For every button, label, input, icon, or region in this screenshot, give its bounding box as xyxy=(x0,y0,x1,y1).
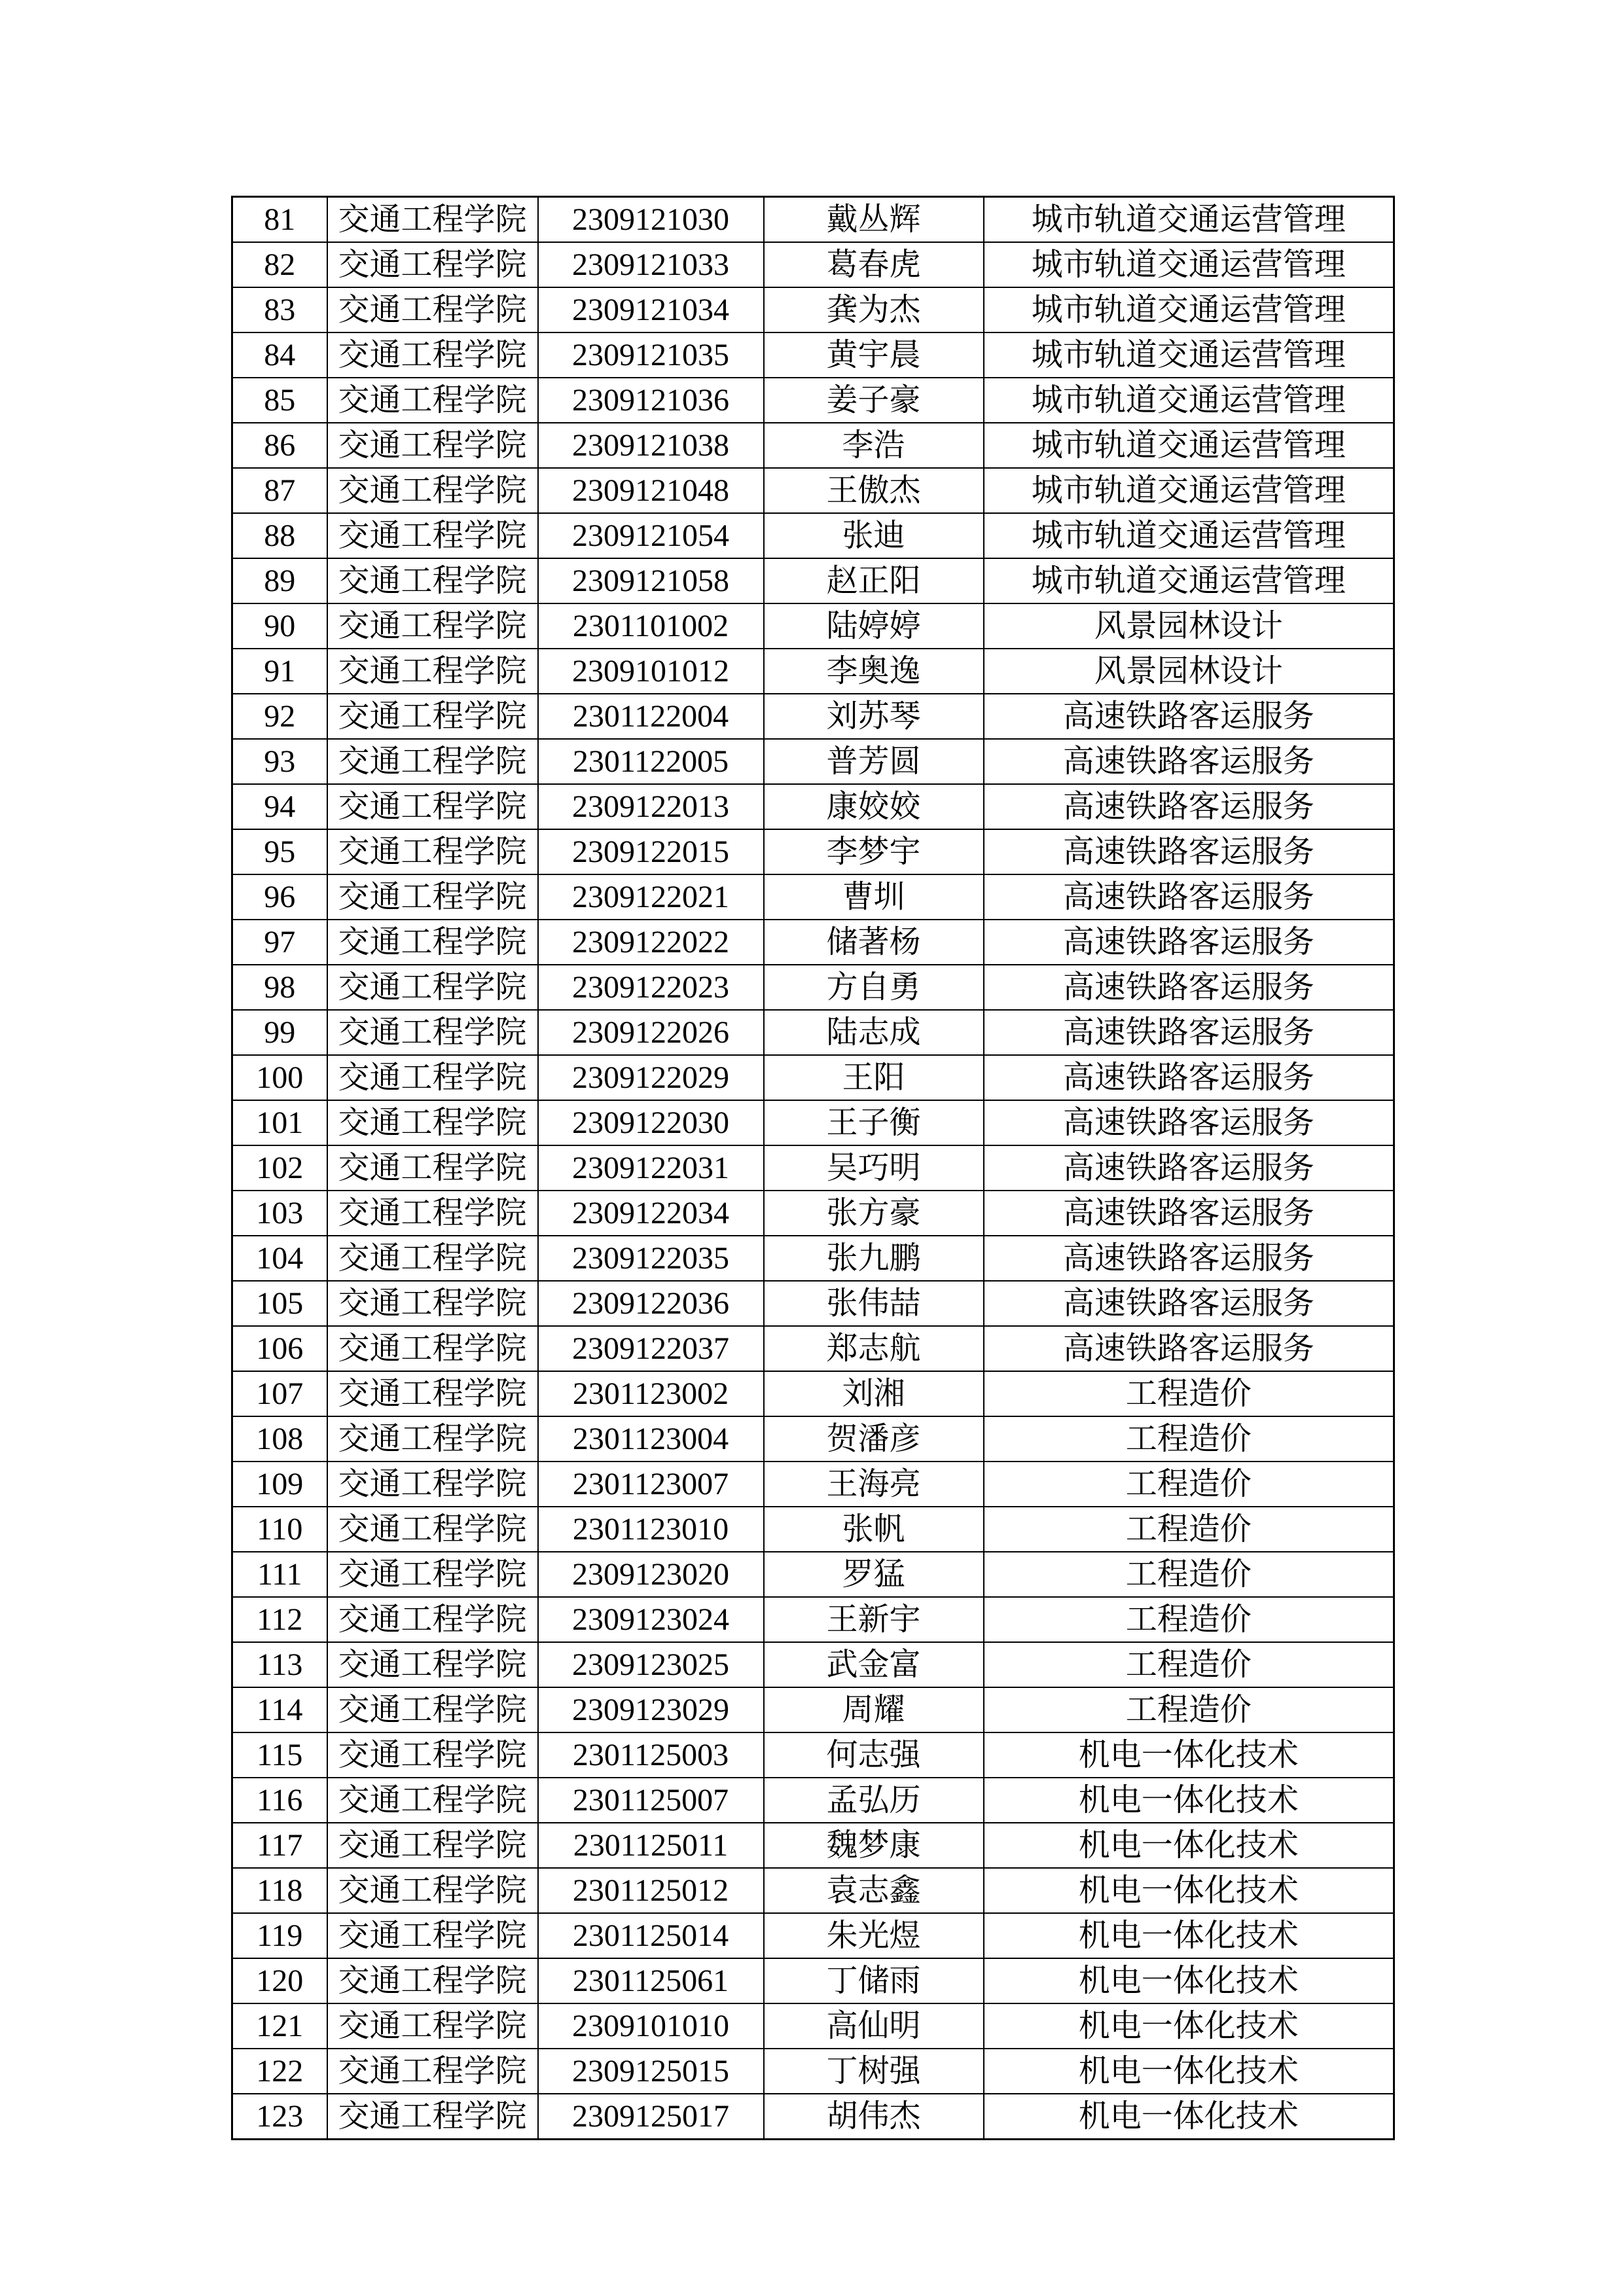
cell-index: 88 xyxy=(232,513,327,558)
cell-student-id: 2309122035 xyxy=(538,1236,764,1281)
cell-college: 交通工程学院 xyxy=(327,784,538,829)
cell-name: 张迪 xyxy=(764,513,984,558)
cell-name: 李奥逸 xyxy=(764,649,984,694)
cell-student-id: 2309122030 xyxy=(538,1100,764,1145)
table-row xyxy=(232,920,1394,965)
cell-name: 丁储雨 xyxy=(764,1958,984,2003)
cell-index: 119 xyxy=(232,1913,327,1958)
cell-college: 交通工程学院 xyxy=(327,1281,538,1326)
cell-name: 赵正阳 xyxy=(764,558,984,603)
cell-index: 89 xyxy=(232,558,327,603)
cell-student-id: 2301125011 xyxy=(538,1823,764,1868)
cell-college: 交通工程学院 xyxy=(327,1778,538,1823)
cell-college: 交通工程学院 xyxy=(327,287,538,332)
cell-student-id: 2309125017 xyxy=(538,2094,764,2140)
cell-student-id: 2301123007 xyxy=(538,1462,764,1507)
cell-major: 高速铁路客运服务 xyxy=(984,965,1394,1010)
cell-student-id: 2301122005 xyxy=(538,739,764,784)
table-row xyxy=(232,558,1394,603)
table-row xyxy=(232,739,1394,784)
cell-student-id: 2309123025 xyxy=(538,1642,764,1687)
cell-index: 117 xyxy=(232,1823,327,1868)
table-row xyxy=(232,1371,1394,1416)
cell-student-id: 2309122013 xyxy=(538,784,764,829)
cell-name: 黄宇晨 xyxy=(764,332,984,378)
table-row xyxy=(232,2094,1394,2140)
table-row xyxy=(232,242,1394,287)
cell-major: 机电一体化技术 xyxy=(984,2003,1394,2049)
cell-major: 高速铁路客运服务 xyxy=(984,920,1394,965)
cell-student-id: 2301122004 xyxy=(538,694,764,739)
cell-name: 刘苏琴 xyxy=(764,694,984,739)
table-row xyxy=(232,1958,1394,2003)
cell-name: 武金富 xyxy=(764,1642,984,1687)
cell-major: 机电一体化技术 xyxy=(984,1823,1394,1868)
cell-student-id: 2301101002 xyxy=(538,603,764,649)
cell-major: 风景园林设计 xyxy=(984,603,1394,649)
cell-student-id: 2309121033 xyxy=(538,242,764,287)
cell-major: 风景园林设计 xyxy=(984,649,1394,694)
cell-student-id: 2309122022 xyxy=(538,920,764,965)
student-roster-table xyxy=(231,196,1395,2140)
cell-major: 高速铁路客运服务 xyxy=(984,1100,1394,1145)
table-row xyxy=(232,287,1394,332)
cell-index: 108 xyxy=(232,1416,327,1462)
cell-college: 交通工程学院 xyxy=(327,1597,538,1642)
cell-student-id: 2301125007 xyxy=(538,1778,764,1823)
cell-student-id: 2301125014 xyxy=(538,1913,764,1958)
cell-major: 工程造价 xyxy=(984,1371,1394,1416)
cell-index: 81 xyxy=(232,197,327,243)
cell-name: 何志强 xyxy=(764,1732,984,1778)
cell-college: 交通工程学院 xyxy=(327,1371,538,1416)
cell-index: 121 xyxy=(232,2003,327,2049)
cell-student-id: 2309125015 xyxy=(538,2049,764,2094)
cell-college: 交通工程学院 xyxy=(327,874,538,920)
cell-name: 李浩 xyxy=(764,423,984,468)
cell-major: 城市轨道交通运营管理 xyxy=(984,513,1394,558)
table-row xyxy=(232,1687,1394,1732)
table-row xyxy=(232,1642,1394,1687)
cell-name: 王阳 xyxy=(764,1055,984,1100)
cell-student-id: 2309122021 xyxy=(538,874,764,920)
cell-index: 94 xyxy=(232,784,327,829)
cell-major: 工程造价 xyxy=(984,1416,1394,1462)
table-row xyxy=(232,1823,1394,1868)
cell-college: 交通工程学院 xyxy=(327,965,538,1010)
cell-name: 普芳圆 xyxy=(764,739,984,784)
cell-name: 龚为杰 xyxy=(764,287,984,332)
cell-name: 胡伟杰 xyxy=(764,2094,984,2140)
cell-index: 101 xyxy=(232,1100,327,1145)
cell-index: 92 xyxy=(232,694,327,739)
cell-index: 96 xyxy=(232,874,327,920)
cell-college: 交通工程学院 xyxy=(327,1687,538,1732)
table-row xyxy=(232,649,1394,694)
cell-college: 交通工程学院 xyxy=(327,1326,538,1371)
cell-name: 陆志成 xyxy=(764,1010,984,1055)
cell-major: 机电一体化技术 xyxy=(984,1868,1394,1913)
table-row xyxy=(232,1191,1394,1236)
table-row xyxy=(232,1597,1394,1642)
cell-index: 98 xyxy=(232,965,327,1010)
cell-major: 工程造价 xyxy=(984,1687,1394,1732)
cell-college: 交通工程学院 xyxy=(327,242,538,287)
cell-college: 交通工程学院 xyxy=(327,423,538,468)
cell-college: 交通工程学院 xyxy=(327,513,538,558)
table-row xyxy=(232,1145,1394,1191)
cell-name: 戴丛辉 xyxy=(764,197,984,243)
table-row xyxy=(232,694,1394,739)
cell-name: 张方豪 xyxy=(764,1191,984,1236)
cell-name: 郑志航 xyxy=(764,1326,984,1371)
table-row xyxy=(232,2003,1394,2049)
cell-major: 高速铁路客运服务 xyxy=(984,874,1394,920)
table-row xyxy=(232,1732,1394,1778)
table-row xyxy=(232,1326,1394,1371)
student-table-body xyxy=(232,197,1394,2140)
cell-college: 交通工程学院 xyxy=(327,2049,538,2094)
cell-major: 高速铁路客运服务 xyxy=(984,1191,1394,1236)
cell-index: 103 xyxy=(232,1191,327,1236)
cell-college: 交通工程学院 xyxy=(327,1868,538,1913)
cell-college: 交通工程学院 xyxy=(327,1462,538,1507)
cell-major: 高速铁路客运服务 xyxy=(984,1281,1394,1326)
cell-college: 交通工程学院 xyxy=(327,1823,538,1868)
cell-major: 机电一体化技术 xyxy=(984,2049,1394,2094)
cell-student-id: 2309121035 xyxy=(538,332,764,378)
cell-index: 86 xyxy=(232,423,327,468)
cell-index: 91 xyxy=(232,649,327,694)
cell-student-id: 2309121034 xyxy=(538,287,764,332)
cell-index: 115 xyxy=(232,1732,327,1778)
cell-name: 姜子豪 xyxy=(764,378,984,423)
cell-index: 106 xyxy=(232,1326,327,1371)
cell-name: 王子衡 xyxy=(764,1100,984,1145)
cell-college: 交通工程学院 xyxy=(327,378,538,423)
table-row xyxy=(232,1552,1394,1597)
cell-college: 交通工程学院 xyxy=(327,1236,538,1281)
table-row xyxy=(232,332,1394,378)
cell-index: 99 xyxy=(232,1010,327,1055)
cell-index: 85 xyxy=(232,378,327,423)
cell-major: 机电一体化技术 xyxy=(984,1913,1394,1958)
cell-college: 交通工程学院 xyxy=(327,197,538,243)
cell-major: 城市轨道交通运营管理 xyxy=(984,332,1394,378)
cell-name: 贺潘彦 xyxy=(764,1416,984,1462)
cell-major: 高速铁路客运服务 xyxy=(984,829,1394,874)
cell-student-id: 2301125003 xyxy=(538,1732,764,1778)
cell-name: 张伟喆 xyxy=(764,1281,984,1326)
cell-name: 罗猛 xyxy=(764,1552,984,1597)
cell-major: 城市轨道交通运营管理 xyxy=(984,242,1394,287)
cell-major: 高速铁路客运服务 xyxy=(984,694,1394,739)
cell-student-id: 2309122031 xyxy=(538,1145,764,1191)
cell-major: 高速铁路客运服务 xyxy=(984,1145,1394,1191)
cell-major: 机电一体化技术 xyxy=(984,2094,1394,2140)
cell-index: 90 xyxy=(232,603,327,649)
cell-major: 高速铁路客运服务 xyxy=(984,1010,1394,1055)
cell-student-id: 2309121036 xyxy=(538,378,764,423)
cell-college: 交通工程学院 xyxy=(327,829,538,874)
cell-student-id: 2309121054 xyxy=(538,513,764,558)
cell-college: 交通工程学院 xyxy=(327,1552,538,1597)
cell-index: 102 xyxy=(232,1145,327,1191)
table-row xyxy=(232,468,1394,513)
cell-college: 交通工程学院 xyxy=(327,694,538,739)
cell-name: 王新宇 xyxy=(764,1597,984,1642)
cell-major: 工程造价 xyxy=(984,1597,1394,1642)
cell-index: 84 xyxy=(232,332,327,378)
cell-index: 120 xyxy=(232,1958,327,2003)
cell-index: 123 xyxy=(232,2094,327,2140)
cell-student-id: 2309121058 xyxy=(538,558,764,603)
cell-index: 112 xyxy=(232,1597,327,1642)
cell-name: 朱光煜 xyxy=(764,1913,984,1958)
cell-student-id: 2309123024 xyxy=(538,1597,764,1642)
cell-student-id: 2309123029 xyxy=(538,1687,764,1732)
cell-index: 83 xyxy=(232,287,327,332)
cell-student-id: 2309122036 xyxy=(538,1281,764,1326)
cell-index: 122 xyxy=(232,2049,327,2094)
cell-college: 交通工程学院 xyxy=(327,1913,538,1958)
table-row xyxy=(232,1507,1394,1552)
cell-student-id: 2309122023 xyxy=(538,965,764,1010)
cell-college: 交通工程学院 xyxy=(327,2094,538,2140)
cell-index: 82 xyxy=(232,242,327,287)
cell-student-id: 2309121030 xyxy=(538,197,764,243)
cell-index: 105 xyxy=(232,1281,327,1326)
cell-index: 118 xyxy=(232,1868,327,1913)
cell-college: 交通工程学院 xyxy=(327,1055,538,1100)
cell-major: 机电一体化技术 xyxy=(984,1958,1394,2003)
table-row xyxy=(232,1416,1394,1462)
cell-major: 城市轨道交通运营管理 xyxy=(984,423,1394,468)
table-row xyxy=(232,829,1394,874)
cell-major: 高速铁路客运服务 xyxy=(984,1236,1394,1281)
cell-major: 城市轨道交通运营管理 xyxy=(984,378,1394,423)
cell-name: 魏梦康 xyxy=(764,1823,984,1868)
cell-name: 方自勇 xyxy=(764,965,984,1010)
table-row xyxy=(232,1055,1394,1100)
cell-major: 工程造价 xyxy=(984,1462,1394,1507)
cell-student-id: 2309121038 xyxy=(538,423,764,468)
cell-student-id: 2309123020 xyxy=(538,1552,764,1597)
table-row xyxy=(232,423,1394,468)
table-row xyxy=(232,1868,1394,1913)
cell-college: 交通工程学院 xyxy=(327,1958,538,2003)
cell-major: 机电一体化技术 xyxy=(984,1778,1394,1823)
table-row xyxy=(232,1778,1394,1823)
cell-college: 交通工程学院 xyxy=(327,1732,538,1778)
cell-index: 110 xyxy=(232,1507,327,1552)
table-row xyxy=(232,1010,1394,1055)
cell-major: 高速铁路客运服务 xyxy=(984,1055,1394,1100)
table-row xyxy=(232,784,1394,829)
cell-college: 交通工程学院 xyxy=(327,1416,538,1462)
cell-college: 交通工程学院 xyxy=(327,1145,538,1191)
cell-student-id: 2309122037 xyxy=(538,1326,764,1371)
cell-major: 工程造价 xyxy=(984,1507,1394,1552)
cell-name: 高仙明 xyxy=(764,2003,984,2049)
cell-student-id: 2301123002 xyxy=(538,1371,764,1416)
cell-major: 城市轨道交通运营管理 xyxy=(984,287,1394,332)
cell-name: 葛春虎 xyxy=(764,242,984,287)
cell-name: 袁志鑫 xyxy=(764,1868,984,1913)
table-row xyxy=(232,1913,1394,1958)
cell-major: 工程造价 xyxy=(984,1552,1394,1597)
cell-index: 109 xyxy=(232,1462,327,1507)
table-row xyxy=(232,197,1394,243)
cell-college: 交通工程学院 xyxy=(327,2003,538,2049)
cell-college: 交通工程学院 xyxy=(327,649,538,694)
table-row xyxy=(232,1100,1394,1145)
cell-name: 刘湘 xyxy=(764,1371,984,1416)
table-row xyxy=(232,1462,1394,1507)
cell-name: 丁树强 xyxy=(764,2049,984,2094)
cell-major: 工程造价 xyxy=(984,1642,1394,1687)
cell-college: 交通工程学院 xyxy=(327,739,538,784)
table-row xyxy=(232,1281,1394,1326)
cell-name: 曹圳 xyxy=(764,874,984,920)
cell-major: 高速铁路客运服务 xyxy=(984,739,1394,784)
cell-student-id: 2309122029 xyxy=(538,1055,764,1100)
cell-student-id: 2309122026 xyxy=(538,1010,764,1055)
cell-major: 城市轨道交通运营管理 xyxy=(984,197,1394,243)
cell-college: 交通工程学院 xyxy=(327,920,538,965)
cell-name: 周耀 xyxy=(764,1687,984,1732)
cell-name: 王海亮 xyxy=(764,1462,984,1507)
cell-college: 交通工程学院 xyxy=(327,1100,538,1145)
cell-name: 王傲杰 xyxy=(764,468,984,513)
cell-index: 107 xyxy=(232,1371,327,1416)
cell-college: 交通工程学院 xyxy=(327,558,538,603)
cell-name: 张九鹏 xyxy=(764,1236,984,1281)
cell-index: 100 xyxy=(232,1055,327,1100)
cell-college: 交通工程学院 xyxy=(327,1507,538,1552)
cell-student-id: 2309101012 xyxy=(538,649,764,694)
cell-index: 95 xyxy=(232,829,327,874)
cell-name: 李梦宇 xyxy=(764,829,984,874)
cell-college: 交通工程学院 xyxy=(327,1642,538,1687)
cell-student-id: 2309122034 xyxy=(538,1191,764,1236)
cell-index: 111 xyxy=(232,1552,327,1597)
cell-college: 交通工程学院 xyxy=(327,1191,538,1236)
cell-major: 高速铁路客运服务 xyxy=(984,784,1394,829)
cell-student-id: 2301125061 xyxy=(538,1958,764,2003)
table-row xyxy=(232,1236,1394,1281)
cell-index: 113 xyxy=(232,1642,327,1687)
cell-name: 孟弘历 xyxy=(764,1778,984,1823)
cell-college: 交通工程学院 xyxy=(327,1010,538,1055)
cell-student-id: 2301123004 xyxy=(538,1416,764,1462)
cell-index: 97 xyxy=(232,920,327,965)
cell-student-id: 2309121048 xyxy=(538,468,764,513)
cell-student-id: 2301125012 xyxy=(538,1868,764,1913)
cell-name: 储著杨 xyxy=(764,920,984,965)
cell-index: 87 xyxy=(232,468,327,513)
cell-student-id: 2309122015 xyxy=(538,829,764,874)
cell-index: 114 xyxy=(232,1687,327,1732)
cell-index: 93 xyxy=(232,739,327,784)
cell-name: 康姣姣 xyxy=(764,784,984,829)
cell-index: 104 xyxy=(232,1236,327,1281)
table-row xyxy=(232,513,1394,558)
cell-college: 交通工程学院 xyxy=(327,332,538,378)
table-row xyxy=(232,874,1394,920)
cell-name: 吴巧明 xyxy=(764,1145,984,1191)
cell-student-id: 2301123010 xyxy=(538,1507,764,1552)
cell-major: 城市轨道交通运营管理 xyxy=(984,468,1394,513)
cell-major: 高速铁路客运服务 xyxy=(984,1326,1394,1371)
table-row xyxy=(232,2049,1394,2094)
table-row xyxy=(232,603,1394,649)
cell-index: 116 xyxy=(232,1778,327,1823)
cell-name: 陆婷婷 xyxy=(764,603,984,649)
cell-college: 交通工程学院 xyxy=(327,468,538,513)
cell-major: 机电一体化技术 xyxy=(984,1732,1394,1778)
cell-name: 张帆 xyxy=(764,1507,984,1552)
cell-college: 交通工程学院 xyxy=(327,603,538,649)
table-row xyxy=(232,965,1394,1010)
cell-student-id: 2309101010 xyxy=(538,2003,764,2049)
cell-major: 城市轨道交通运营管理 xyxy=(984,558,1394,603)
table-row xyxy=(232,378,1394,423)
